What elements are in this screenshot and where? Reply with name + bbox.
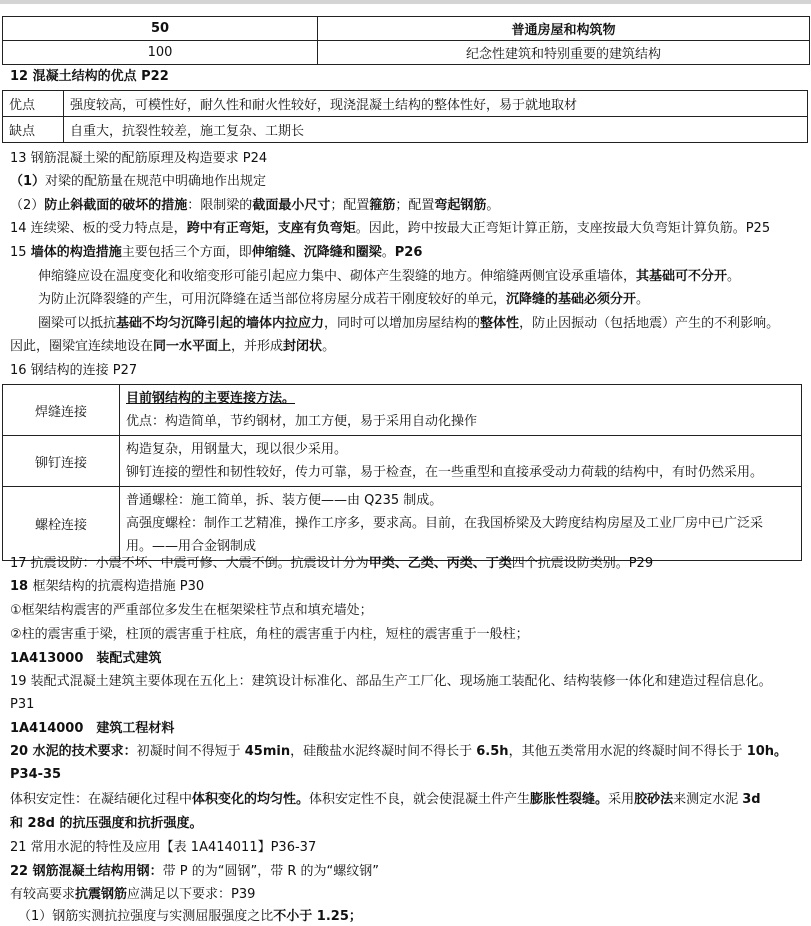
table-cell: 缺点	[3, 117, 64, 143]
cell-line: 目前钢结构的主要连接方法。	[126, 391, 296, 406]
section-13-item-2	[10, 197, 499, 215]
text-bold: 22 钢筋混凝土结构用钢：	[10, 864, 163, 879]
section-18-line-2: ②柱的震害重于梁，柱顶的震害重于柱底，角柱的震害重于内柱，短柱的震害重于一般柱；	[10, 627, 529, 642]
section-20-line-3	[10, 791, 761, 809]
section-15-para-1	[38, 268, 740, 286]
text: ，并形成	[231, 339, 284, 354]
table-row	[3, 91, 808, 117]
text: 主要包括三个方面，即	[121, 245, 252, 260]
table-cell: 焊缝连接	[3, 385, 120, 436]
text-bold: 甲类、乙类、丙类、丁类	[368, 556, 512, 571]
section-20-line-4: 和 28d 的抗压强度和抗折强度。	[10, 816, 203, 831]
text-bold: 箍筋	[369, 198, 396, 213]
text-bold: 膨胀性裂缝。	[530, 792, 609, 807]
table-cell: 普通房屋和构筑物	[318, 17, 810, 41]
text: 。	[636, 292, 650, 307]
text: 体积安定性：在凝结硬化过程中	[10, 792, 193, 807]
text: 带 P 的为“圆钢”，带 R 的为“螺纹钢”	[162, 864, 379, 879]
text: 。因此，跨中按最大正弯矩计算正筋，支座按最大负弯矩计算负筋。P25	[355, 221, 771, 236]
design-life-table	[2, 16, 810, 65]
table-cell	[120, 487, 802, 561]
table-row	[3, 487, 802, 561]
cell-line: 优点：构造简单，节约钢材，加工方便，易于采用自动化操作	[126, 414, 478, 429]
top-divider	[0, 0, 811, 4]
table-cell: 纪念性建筑和特别重要的建筑结构	[318, 41, 810, 65]
section-13-heading: 13 钢筋混凝土梁的配筋原理及构造要求 P24	[10, 151, 268, 166]
text-bold: 抗震钢筋	[75, 887, 128, 902]
text: 17 抗震设防：小震不坏、中震可修、大震不倒。抗震设计分为	[10, 556, 369, 571]
text-bold: 10h。	[746, 744, 788, 759]
text-bold: 3d	[742, 792, 761, 807]
cell-line: 用。——用合金钢制成	[126, 539, 257, 554]
section-20-page-ref: P34-35	[10, 767, 62, 782]
cell-line: 普通螺栓：施工简单，拆、装方便——由 Q235 制成。	[126, 493, 443, 508]
text: 15	[10, 245, 31, 260]
table-cell	[120, 436, 802, 487]
pros-cons-table	[2, 90, 808, 143]
section-17	[10, 555, 653, 573]
table-row	[3, 385, 802, 436]
text: 圈梁可以抵抗	[38, 316, 117, 331]
text: 应满足以下要求：P39	[127, 887, 256, 902]
section-18-heading	[10, 578, 204, 596]
text-bold: 伸缩缝、沉降缝和圈梁	[251, 245, 382, 260]
text: ：限制梁的	[187, 198, 253, 213]
text: 四个抗震设防类别。P29	[511, 556, 654, 571]
cell-line: 铆钉连接的塑性和韧性较好，传力可靠，易于检查，在一些重型和直接承受动力荷载的结构中，有时仍然采用。	[126, 465, 764, 480]
text: 。	[727, 269, 741, 284]
table-row	[3, 117, 808, 143]
text: 体积安定性不良，就会使混凝土件产生	[309, 792, 531, 807]
text-bold: 截面最小尺寸	[252, 198, 331, 213]
text: 为防止沉降裂缝的产生，可用沉降缝在适当部位将房屋分成若干刚度较好的单元，	[38, 292, 507, 307]
text-bold: 同一水平面上	[153, 339, 232, 354]
text: 。	[322, 339, 336, 354]
text-bold: 20 水泥的技术要求：	[10, 744, 137, 759]
section-16-heading: 16 钢结构的连接 P27	[10, 363, 138, 378]
section-19-line-2: P31	[10, 697, 35, 712]
section-22-line-3	[18, 908, 362, 926]
section-15-para-3	[38, 315, 779, 333]
table-cell: 强度较高，可模性好，耐久性和耐火性较好，现浇混凝土结构的整体性好，易于就地取材	[64, 91, 808, 117]
table-row	[3, 41, 810, 65]
item-number: （1）	[10, 174, 46, 189]
text: 初凝时间不得短于	[136, 744, 245, 759]
section-15-para-4	[10, 338, 335, 356]
text: ；配置	[330, 198, 370, 213]
text-bold: P26	[394, 245, 423, 260]
section-13-item-1	[10, 173, 266, 191]
text: 来测定水泥	[673, 792, 743, 807]
section-12-heading: 12 混凝土结构的优点 P22	[10, 69, 169, 84]
text-bold: 封闭状	[283, 339, 323, 354]
text: 。	[381, 245, 395, 260]
text-bold: 沉降缝的基础必须分开	[506, 292, 637, 307]
text: ；配置	[395, 198, 435, 213]
text-bold: 体积变化的均匀性。	[192, 792, 310, 807]
text: （1）钢筋实测抗拉强度与实测屈服强度之比	[18, 909, 274, 924]
table-row	[3, 17, 810, 41]
section-14	[10, 220, 770, 238]
item-text: 对梁的配筋量在规范中明确地作出规定	[45, 174, 267, 189]
section-21: 21 常用水泥的特性及应用【表 1A414011】P36-37	[10, 840, 317, 855]
table-cell: 螺栓连接	[3, 487, 120, 561]
table-cell: 50	[3, 17, 318, 41]
text: 伸缩缝应设在温度变化和收缩变形可能引起应力集中、砌体产生裂缝的地方。伸缩缝两侧宜设承重墙体，	[38, 269, 637, 284]
section-15-heading	[10, 244, 422, 262]
text-bold: 基础不均匀沉降引起的墙体内拉应力	[116, 316, 325, 331]
cell-line: 高强度螺栓：制作工艺精准，操作工序多，要求高。目前，在我国桥梁及大跨度结构房屋及工业厂房中已广泛采	[126, 516, 764, 531]
text: ，硅酸盐水泥终凝时间不得长于	[290, 744, 477, 759]
text: 。	[486, 198, 500, 213]
cell-line: 构造复杂，用钢量大，现以很少采用。	[126, 442, 348, 457]
text: 框架结构的抗震构造措施 P30	[32, 579, 205, 594]
text-bold: 墙体的构造措施	[30, 245, 122, 260]
text-bold: 其基础可不分开	[636, 269, 728, 284]
text-bold: 6.5h	[476, 744, 509, 759]
table-cell: 优点	[3, 91, 64, 117]
text-bold: 18	[10, 579, 33, 594]
section-22-line-2	[10, 886, 255, 904]
chapter-heading-prefab: 1A413000 装配式建筑	[10, 651, 162, 666]
section-19-line-1: 19 装配式混凝土建筑主要体现在五化上：建筑设计标准化、部品生产工厂化、现场施工装配化、结构装修一体化和建造过程信息化。	[10, 674, 772, 689]
text-bold: 弯起钢筋	[434, 198, 487, 213]
text-bold: 不小于 1.25；	[273, 909, 362, 924]
table-cell: 铆钉连接	[3, 436, 120, 487]
section-15-para-2	[38, 291, 649, 309]
text: ，同时可以增加房屋结构的	[324, 316, 481, 331]
table-cell: 自重大，抗裂性较差，施工复杂、工期长	[64, 117, 808, 143]
section-22-line-1	[10, 863, 379, 881]
text-bold: 跨中有正弯矩，支座有负弯矩	[186, 221, 356, 236]
text: ，其他五类常用水泥的终凝时间不得长于	[508, 744, 747, 759]
text: 有较高要求	[10, 887, 76, 902]
table-row	[3, 436, 802, 487]
chapter-heading-materials: 1A414000 建筑工程材料	[10, 721, 175, 736]
table-cell	[120, 385, 802, 436]
table-cell: 100	[3, 41, 318, 65]
text: 因此，圈梁宜连续地设在	[10, 339, 154, 354]
section-18-line-1: ①框架结构震害的严重部位多发生在框架梁柱节点和填充墙处；	[10, 603, 373, 618]
item-number: （2）	[10, 198, 45, 213]
text-bold: 胶砂法	[634, 792, 674, 807]
text-bold: 45min	[244, 744, 291, 759]
section-20-line-1	[10, 743, 787, 761]
text: ，防止因振动（包括地震）产生的不利影响。	[519, 316, 780, 331]
text-bold: 防止斜截面的破坏的措施	[44, 198, 188, 213]
connection-table	[2, 384, 802, 561]
text: 14 连续梁、板的受力特点是，	[10, 221, 187, 236]
text-bold: 整体性	[480, 316, 520, 331]
text: 采用	[608, 792, 635, 807]
